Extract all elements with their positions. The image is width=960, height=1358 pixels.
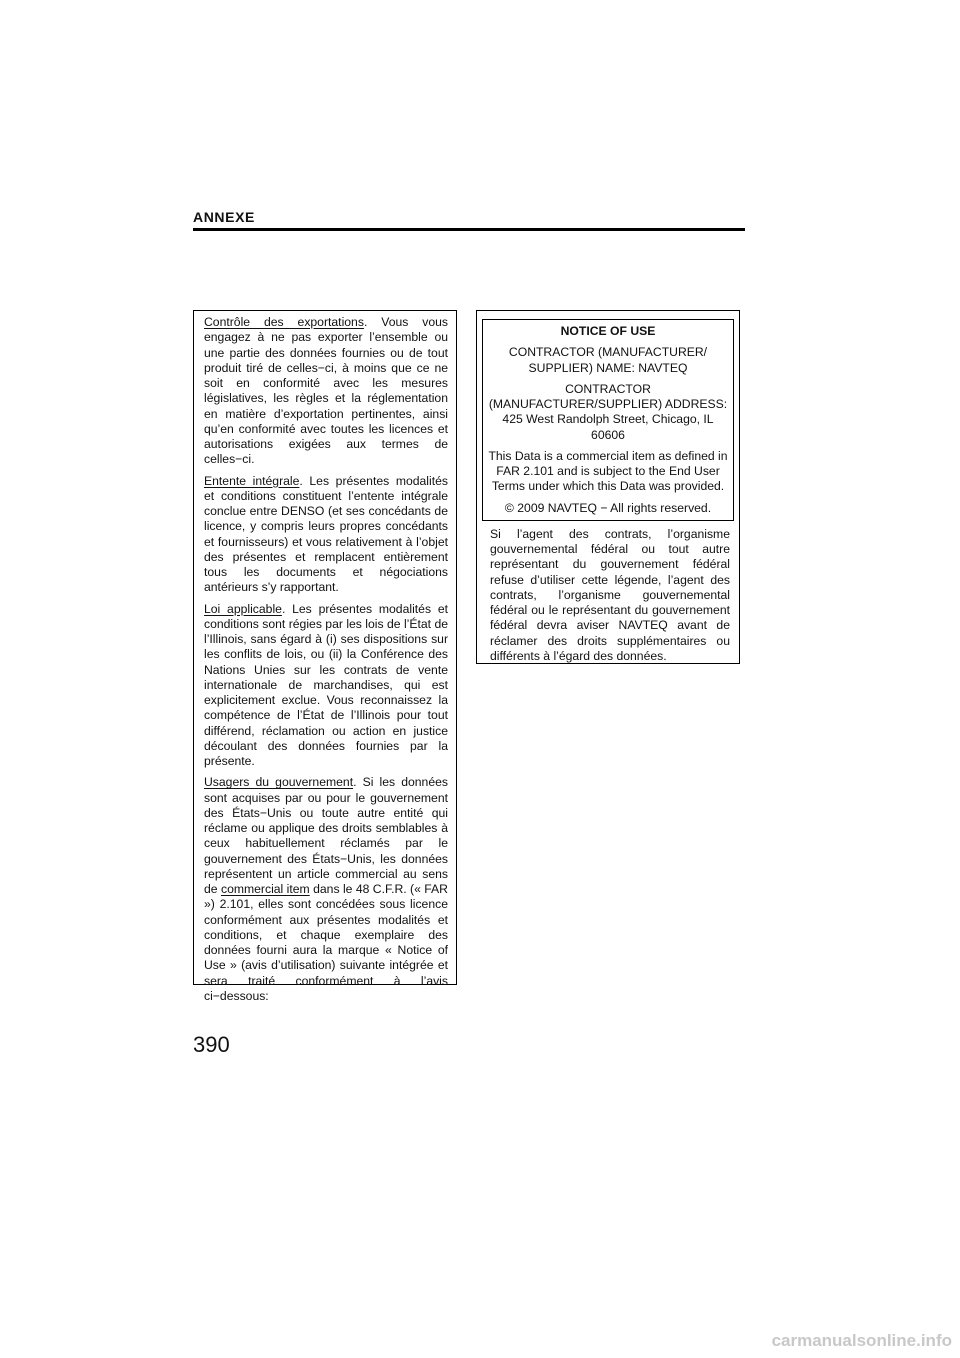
paragraph-entire-agreement — [204, 474, 448, 596]
notice-contractor-name: CONTRACTOR (MANUFACTURER/ SUPPLIER) NAME: NAVTEQ — [508, 345, 708, 375]
notice-title: NOTICE OF USE — [560, 324, 656, 338]
paragraph-contracting-officer: Si l’agent des contrats, l’organisme gouvernemental fédéral ou tout autre représentant du gouvernement fédéral refuse d’utiliser cette légende, l’agent des contrats, l’organisme gouvernemental fédéral ou le représentant du gouvernement fédéral devra aviser NAVTEQ avant de réclamer des droits supplémentaires ou différents à l’égard des données. — [490, 526, 730, 663]
left-text-box — [193, 310, 457, 1003]
paragraph-government-users — [204, 775, 448, 1004]
notice-copyright: © 2009 NAVTEQ − All rights reserved. — [504, 500, 712, 515]
paragraph-lead-export-control: Contrôle des exportations — [204, 315, 364, 329]
paragraph-body-government-users-part1: . Si les données sont acquises par ou pour le gouvernement des États−Unis ou toute autre entité qui réclame ou applique des droits semblables à ceux habituellement réclamés par le gouvernement des États−Unis, les données représentent un article commercial au sens de — [204, 775, 448, 896]
paragraph-body-export-control: . Vous vous engagez à ne pas exporter l’ensemble ou une partie des données fournies ou de tout produit tiré de celles−ci, à moins que ce ne soit en conformité avec les mesures législatives, les règles et la réglementation en matière d’exportation pertinentes, ainsi qu’en conformité avec toutes les licences et autorisations exigées aux termes de celles−ci. — [204, 315, 448, 467]
paragraph-body-governing-law: . Les présentes modalités et conditions sont régies par les lois de l’État de l’Illinois, sans égard à (i) ses dispositions sur les conflits de lois, ou (ii) la Conférence des Nations Unies sur les contrats de vente internationale de marchandises, qui est explicitement exclue. Vous reconnaissez la compétence de l’État de l’Illinois pour tout différend, réclamation ou action en justice découlant des données fournies par la présente. — [204, 601, 448, 768]
notice-contractor-address: CONTRACTOR (MANUFACTURER/SUPPLIER) ADDRESS: 425 West Randolph Street, Chicago, IL 60606 — [488, 381, 728, 442]
paragraph-body-government-users-part2: dans le 48 C.F.R. (« FAR ») 2.101, elles sont concédées sous licence conformément aux présentes modalités et conditions, et chaque exemplaire des données fourni aura la marque « Notice of Use » (avis d’utilisation) suivante intégrée et sera traité conformément à l’avis ci−dessous: — [204, 882, 448, 1003]
paragraph-governing-law — [204, 602, 448, 770]
watermark-text: carmanualsonline.info — [771, 1331, 952, 1350]
paragraph-body-entire-agreement: . Les présentes modalités et conditions constituent l’entente intégrale conclue entre DENSO (et ses concédants de licence, y compris leurs propres concédants et fournisseurs) et vous relativement à l’objet des présentes et remplacent entièrement tous les documents et négociations antérieurs s’y rapportant. — [204, 473, 448, 595]
header-divider — [193, 228, 745, 231]
paragraph-lead-entire-agreement: Entente intégrale — [204, 473, 300, 488]
paragraph-export-control — [204, 315, 448, 468]
right-text-box — [476, 310, 740, 664]
paragraph-lead-governing-law: Loi applicable — [204, 601, 282, 616]
notice-of-use-box — [482, 319, 734, 521]
section-header: ANNEXE — [193, 209, 255, 225]
page-number: 390 — [193, 1032, 230, 1057]
paragraph-lead-government-users: Usagers du gouvernement — [204, 775, 354, 790]
commercial-item-term: commercial item — [220, 882, 310, 896]
notice-commercial-item-statement: This Data is a commercial item as defined in FAR 2.101 and is subject to the End User Terms under which this Data was provided. — [488, 448, 728, 494]
